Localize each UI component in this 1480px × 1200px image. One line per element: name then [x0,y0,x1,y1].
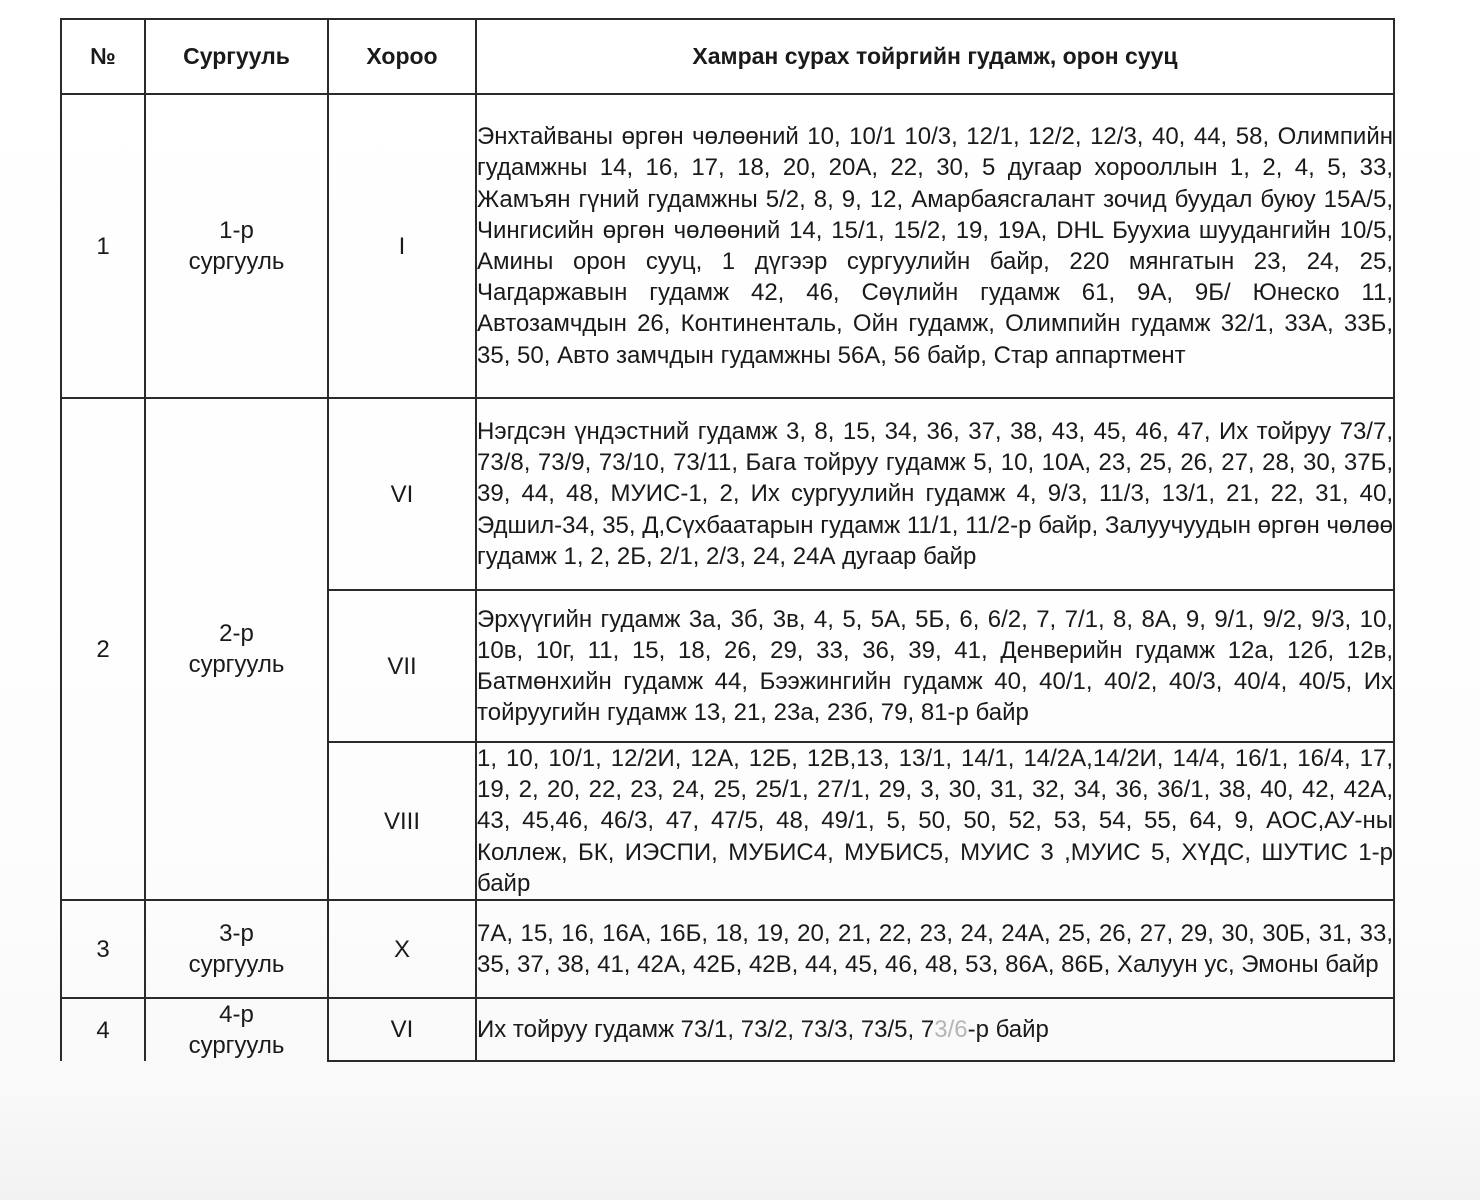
header-school: Сургууль [145,19,328,94]
header-num: № [61,19,145,94]
school-name [145,398,328,900]
khoroo-cell: I [328,94,476,398]
school-word: сургууль [188,951,285,979]
streets-text-faded: 3/6 [934,1015,968,1043]
school-word: сургууль [188,651,285,678]
khoroo-cell: VII [328,590,476,742]
header-streets: Хамран сурах тойргийн гудамж, орон сууц [476,19,1394,94]
row-num: 2 [61,398,145,900]
school-word: сургууль [188,248,285,275]
streets-cell: 1, 10, 10/1, 12/2И, 12А, 12Б, 12В,13, 13/1, 14/1, 14/2А,14/2И, 14/4, 16/1, 16/4, 17, 19, 2, 20, 22, 23, 24, 25, 25/1, 27/1, 29, 3, 30, 31, 32, 34, 36, 36/1, 38, 40, 42, 42А, 43, 45,46, 46/3, 47, 47/5, 48, 49/1, 5, 50, 50, 52, 53, 54, 55, 64, 9, АОС,АУ-ны Коллеж, БК, ИЭСПИ, МУБИС4, МУБИС5, МУИС 3 ,МУИС 5, ХҮДС, ШУТИС 1-р байр [476,742,1394,900]
school-number: 2-р [219,620,254,647]
streets-cell: Энхтайваны өргөн чөлөөний 10, 10/1 10/3, 12/1, 12/2, 12/3, 40, 44, 58, Олимпийн гудамжны 14, 16, 17, 18, 20, 20А, 22, 30, 5 дугаар хорооллын 1, 2, 4, 5, 33, Жамъян гүний гудамжны 5/2, 8, 9, 12, Амарбаясгалант зочид буудал буюу 15А/5, Чингисийн өргөн чөлөөний 14, 15/1, 15/2, 19, 19А, DHL Буухиа шуудангийн 10/5, Амины орон сууц, 1 дүгээр сургуулийн байр, 220 мянгатын 23, 24, 25, Чагдаржавын гудамж 42, 46, Сөүлийн гудамж 61, 9А, 9Б/ Юнеско 11, Автозамчдын 26, Континенталь, Ойн гудамж, Олимпийн гудамж 32/1, 33А, 33Б, 35, 50, Авто замчдын гудамжны 56А, 56 байр, Стар аппартмент [476,94,1394,398]
row-num: 4 [61,998,145,1061]
school-name [145,900,328,998]
row-num: 3 [61,900,145,998]
khoroo-cell: X [328,900,476,998]
school-name [145,94,328,398]
streets-cell: Нэгдсэн үндэстний гудамж 3, 8, 15, 34, 36, 37, 38, 43, 45, 46, 47, Их тойруу 73/7, 73/8, 73/9, 73/10, 73/11, Бага тойруу гудамж 5, 10, 10А, 23, 25, 26, 27, 28, 30, 37Б, 39, 44, 48, МУИС-1, 2, Их сургуулийн гудамж 4, 9/3, 11/3, 13/1, 21, 22, 31, 40, Эдшил-34, 35, Д,Сүхбаатарын гудамж 11/1, 11/2-р байр, Залуучуудын өргөн чөлөө гудамж 1, 2, 2Б, 2/1, 2/3, 24, 24А дугаар байр [476,398,1394,590]
school-number: 3-р [219,920,254,948]
streets-cell: 7А, 15, 16, 16А, 16Б, 18, 19, 20, 21, 22, 23, 24, 24А, 25, 26, 27, 29, 30, 30Б, 31, 33, 35, 37, 38, 41, 42А, 42Б, 42В, 44, 45, 46, 48, 53, 86А, 86Б, Халуун ус, Эмоны байр [476,900,1394,998]
school-name [145,998,328,1061]
school-district-table [60,18,1395,1062]
streets-text: Их тойруу гудамж 73/1, 73/2, 73/3, 73/5, 7 [477,1015,935,1043]
scan-shadow [0,1100,1480,1200]
header-khoroo: Хороо [328,19,476,94]
school-word: сургууль [188,1032,285,1060]
table-row [61,398,1394,590]
khoroo-cell: VI [328,998,476,1061]
row-num: 1 [61,94,145,398]
table-row [61,94,1394,398]
khoroo-cell: VI [328,398,476,590]
table-row [61,900,1394,998]
table-header-row [61,19,1394,94]
school-number: 4-р [219,1001,254,1029]
school-number: 1-р [219,217,254,244]
khoroo-cell: VIII [328,742,476,900]
table-row [61,998,1394,1061]
streets-cell [476,998,1394,1061]
streets-text-tail: -р байр [967,1015,1049,1043]
streets-cell: Эрхүүгийн гудамж 3а, 3б, 3в, 4, 5, 5А, 5Б, 6, 6/2, 7, 7/1, 8, 8А, 9, 9/1, 9/2, 9/3, 10, 10в, 10г, 11, 15, 18, 26, 29, 33, 36, 39, 41, Денверийн гудамж 12а, 12б, 12в, Батмөнхийн гудамж 44, Бээжингийн гудамж 40, 40/1, 40/2, 40/3, 40/4, 40/5, Их тойруугийн гудамж 13, 21, 23а, 23б, 79, 81-р байр [476,590,1394,742]
